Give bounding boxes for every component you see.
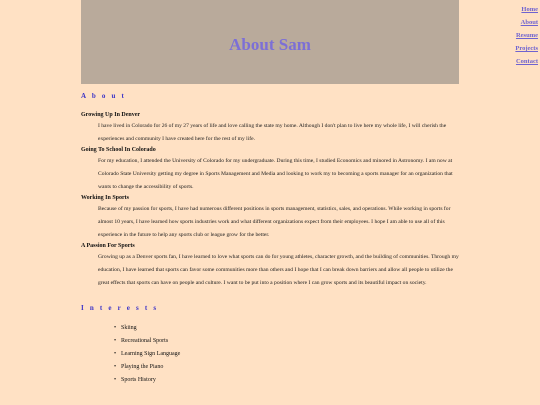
- list-item-label: Recreational Sports: [121, 338, 169, 344]
- list-item: [114, 322, 461, 335]
- header-banner: [81, 0, 459, 84]
- bullet-icon: •: [114, 325, 117, 331]
- top-nav: [498, 3, 538, 68]
- nav-link-home[interactable]: Home: [521, 6, 538, 13]
- section-text: Because of my passion for sports, I have had numerous different positions in sports management, statistics, sales, and operations. While working in sports for almost 10 years, I have learned how sports industries work and what different organizations expect from their employees. I hope I am able to use all of this experience in the future to help any sports club or league grow for the better.: [98, 206, 451, 238]
- about-section: [81, 111, 461, 146]
- interests-list: [81, 322, 461, 387]
- list-item-label: Sports History: [121, 377, 156, 383]
- about-heading: A b o u t: [81, 92, 127, 100]
- list-item: [114, 374, 461, 387]
- list-item: [114, 361, 461, 374]
- about-section: [81, 194, 461, 242]
- bullet-icon: •: [114, 364, 117, 370]
- section-text: For my education, I attended the University of Colorado for my undergraduate. During this time, I studied Economics and minored in Astronomy. I am now at Colorado State University getting my degree in Sports Management and Media and looking to work my to becoming a sports manager for an organization that wants to change the accessibility of sports.: [98, 158, 453, 190]
- about-section: [81, 242, 461, 290]
- about-section: [81, 146, 461, 194]
- page-title: About Sam: [229, 35, 311, 54]
- bullet-icon: •: [114, 351, 117, 357]
- bullet-icon: •: [114, 377, 117, 383]
- nav-link-about[interactable]: About: [520, 19, 538, 26]
- list-item-label: Skiing: [121, 325, 137, 331]
- section-title: Working In Sports: [81, 195, 130, 201]
- list-item: [114, 335, 461, 348]
- nav-link-contact[interactable]: Contact: [515, 58, 538, 65]
- section-title: Growing Up In Denver: [81, 112, 141, 118]
- list-item: [114, 348, 461, 361]
- bullet-icon: •: [114, 338, 117, 344]
- list-item-label: Learning Sign Language: [121, 351, 181, 357]
- section-text: Growing up as a Denver sports fan, I have learned to love what sports can do for young athletes, character growth, and the building of communities. Through my education, I have learned that sports can favor some communities more than others and I hope that I can break down barriers and allow all people to utilize the great effects that sports can have on people and culture. I want to be put into a position where I can grow sports and its beautiful impact on society.: [98, 254, 459, 286]
- interests-heading: I n t e r e s t s: [81, 304, 159, 312]
- list-item-label: Playing the Piano: [121, 364, 164, 370]
- section-title: A Passion For Sports: [81, 243, 135, 249]
- main-content: [81, 91, 461, 387]
- nav-link-resume[interactable]: Resume: [515, 32, 538, 39]
- section-title: Going To School In Colorado: [81, 147, 156, 153]
- nav-link-projects[interactable]: Projects: [515, 45, 538, 52]
- section-text: I have lived in Colorado for 26 of my 27 years of life and love calling the state my home. Although I don't plan to live here my whole life, I will cherish the experiences and community I have created here for the rest of my life.: [98, 123, 447, 142]
